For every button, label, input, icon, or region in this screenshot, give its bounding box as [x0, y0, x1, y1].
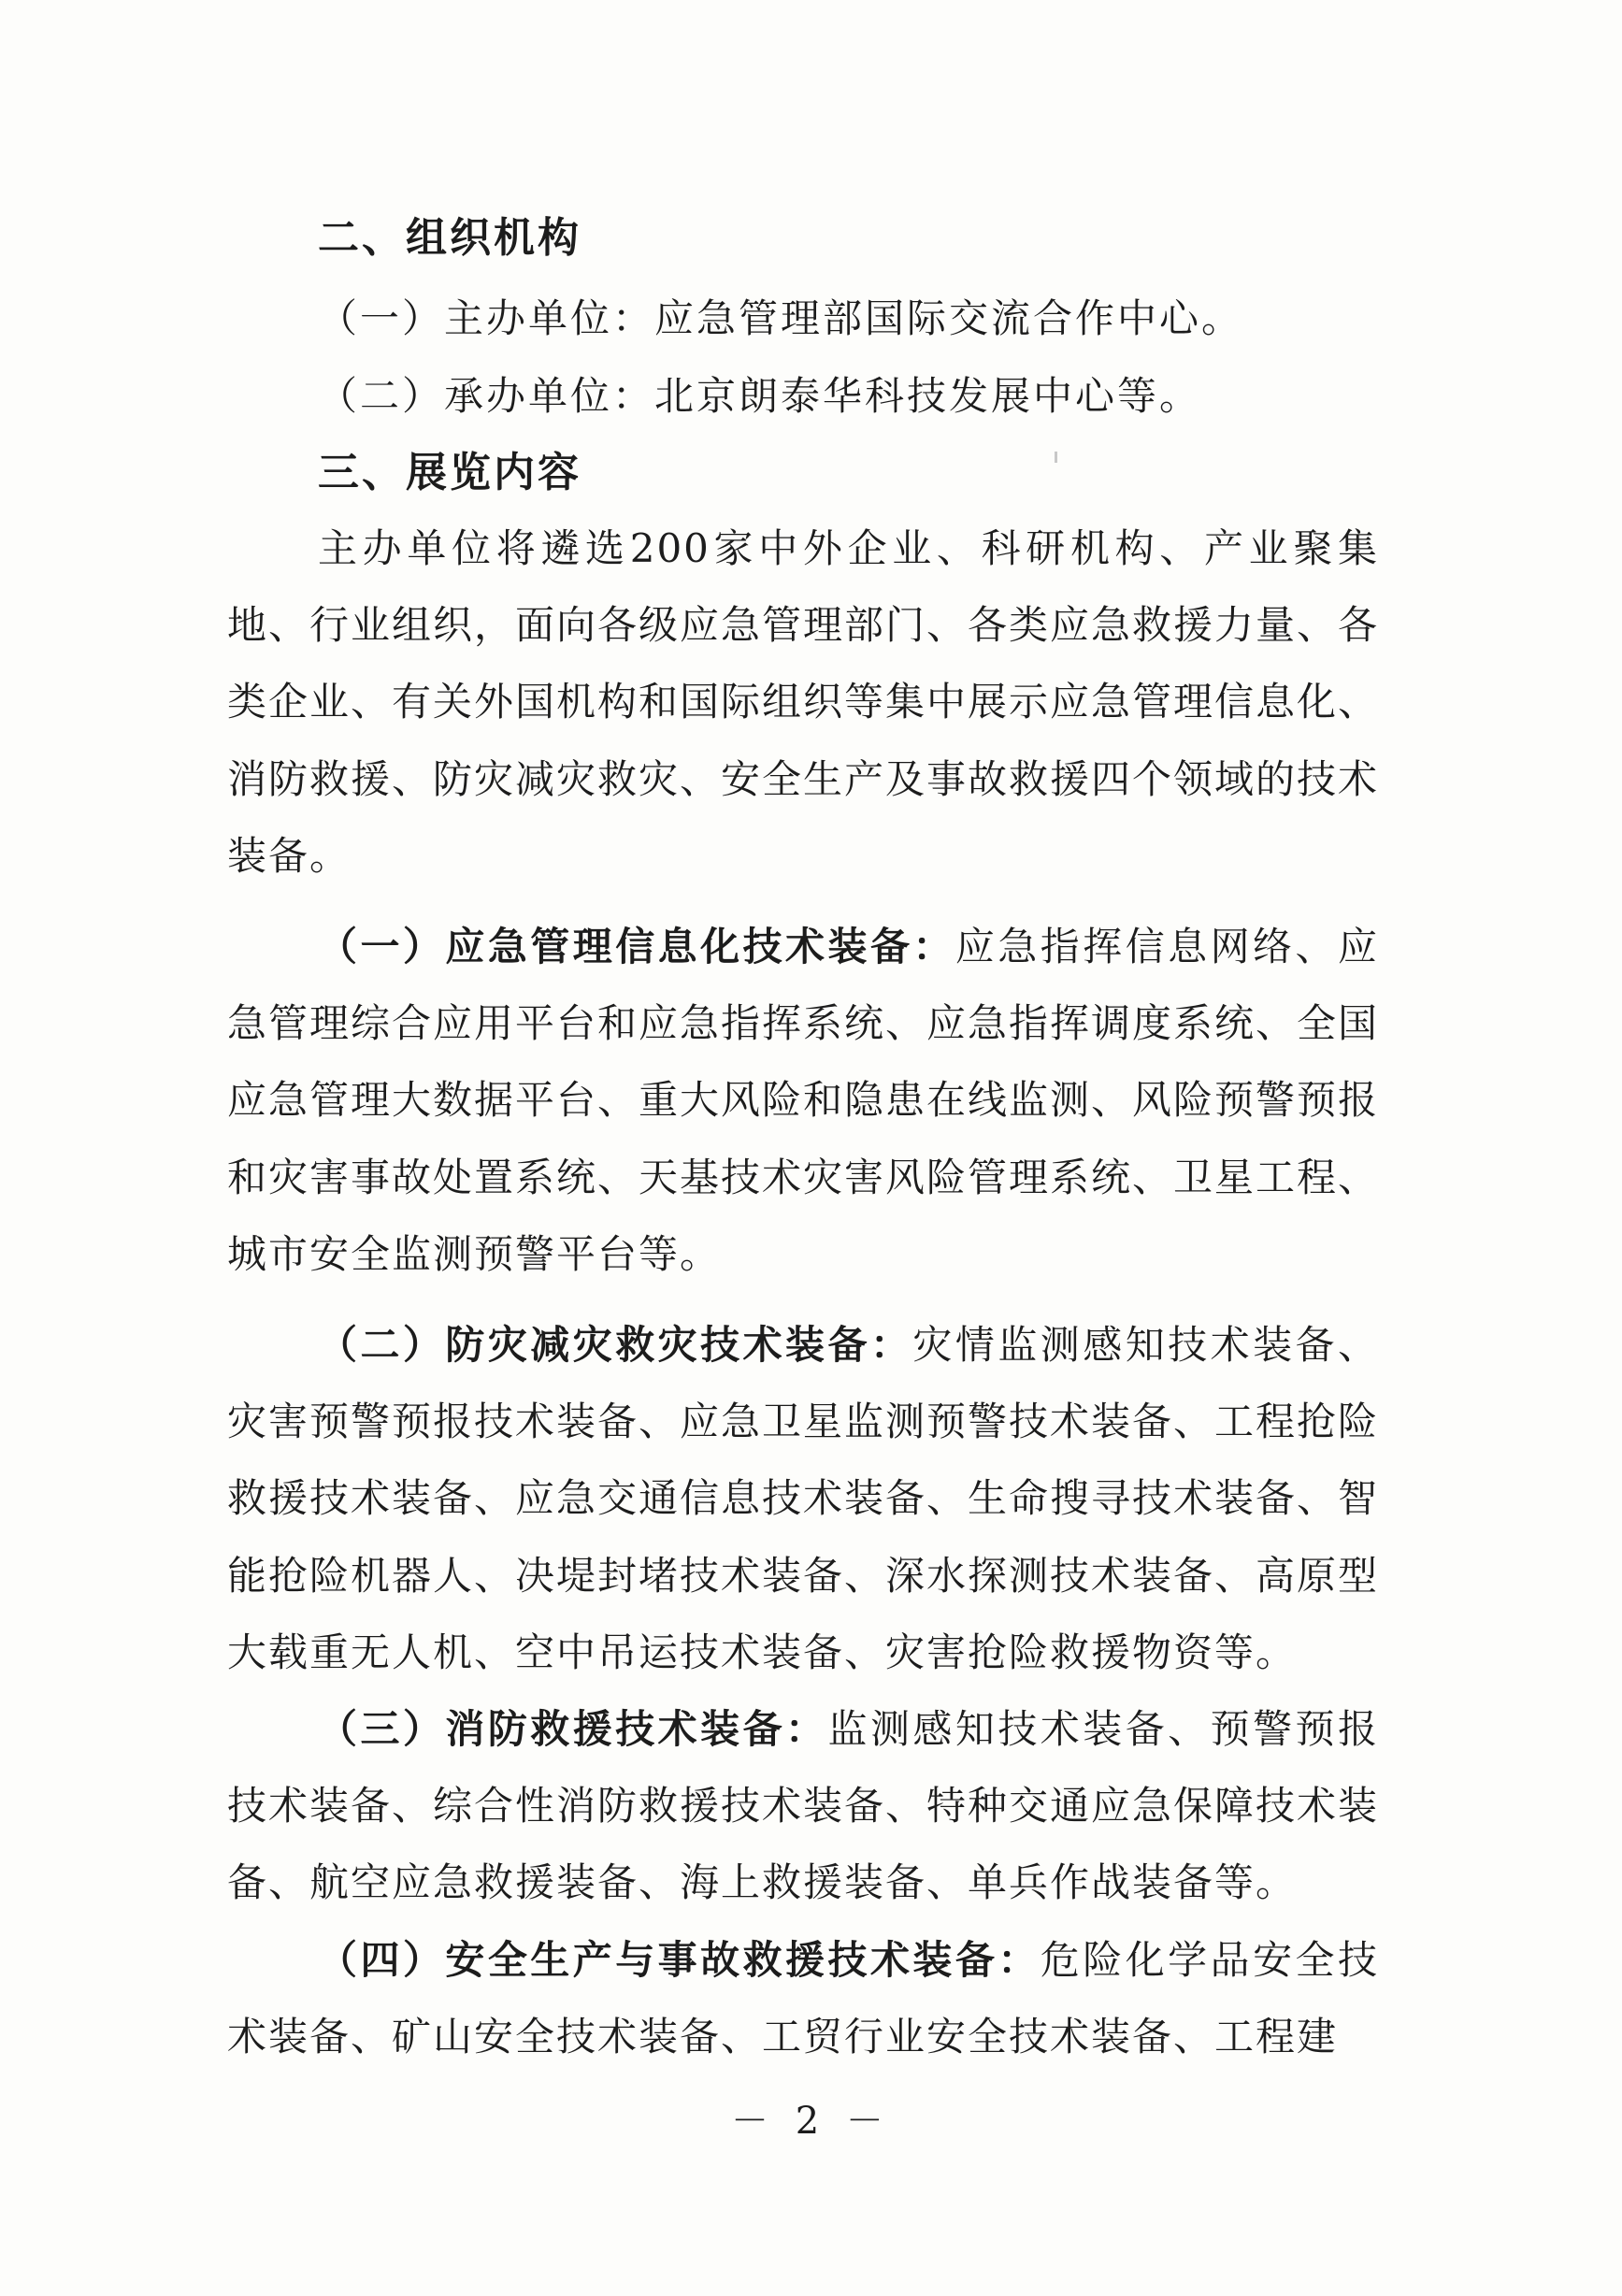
item-lead: （三）消防救援技术装备：: [318, 1706, 828, 1753]
content-item-disaster-prevention: [227, 1307, 1379, 1691]
co-organizer-line: （二）承办单位：北京朗泰华科技发展中心等。: [318, 373, 1202, 419]
item-body: 灾情监测感知技术装备、灾害预警预报技术装备、应急卫星监测预警技术装备、工程抢险救援技术装备、应急交通信息技术装备、生命搜寻技术装备、智能抢险机器人、决堤封堵技术装备、深水探测技术装备、高原型大载重无人机、空中吊运技术装备、灾害抢险救援物资等。: [227, 1322, 1380, 1675]
content-item-emergency-informatization: [227, 909, 1379, 1293]
item-body: 危险化学品安全技术装备、矿山安全技术装备、工贸行业安全技术装备、工程建: [227, 1936, 1379, 2059]
exhibition-content-body: [227, 510, 1379, 2075]
item-lead: （一）应急管理信息化技术装备：: [318, 924, 955, 970]
scan-mark: [1055, 452, 1057, 463]
item-lead: （二）防灾减灾救灾技术装备：: [318, 1322, 913, 1369]
item-body: 监测感知技术装备、预警预报技术装备、综合性消防救援技术装备、特种交通应急保障技术装备、航空应急救援装备、海上救援装备、单兵作战装备等。: [227, 1706, 1380, 1906]
host-organizer-line: （一）主办单位：应急管理部国际交流合作中心。: [318, 295, 1244, 341]
item-lead: （四）安全生产与事故救援技术装备：: [318, 1936, 1041, 1983]
section-heading-organization: 二、组织机构: [318, 214, 581, 262]
intro-paragraph: 主办单位将遴选200家中外企业、科研机构、产业聚集地、行业组织，面向各级应急管理部门、各类应急救援力量、各类企业、有关外国机构和国际组织等集中展示应急管理信息化、消防救援、防灾减灾救灾、安全生产及事故救援四个领域的技术装备。: [227, 525, 1380, 879]
page-number: － 2 －: [731, 2100, 891, 2143]
content-item-fire-rescue: [227, 1691, 1379, 1922]
section-heading-exhibition-content: 三、展览内容: [318, 449, 581, 496]
content-item-work-safety: [227, 1922, 1379, 2075]
item-body: 应急指挥信息网络、应急管理综合应用平台和应急指挥系统、应急指挥调度系统、全国应急管理大数据平台、重大风险和隐患在线监测、风险预警预报和灾害事故处置系统、天基技术灾害风险管理系统、卫星工程、城市安全监测预警平台等。: [227, 924, 1380, 1277]
